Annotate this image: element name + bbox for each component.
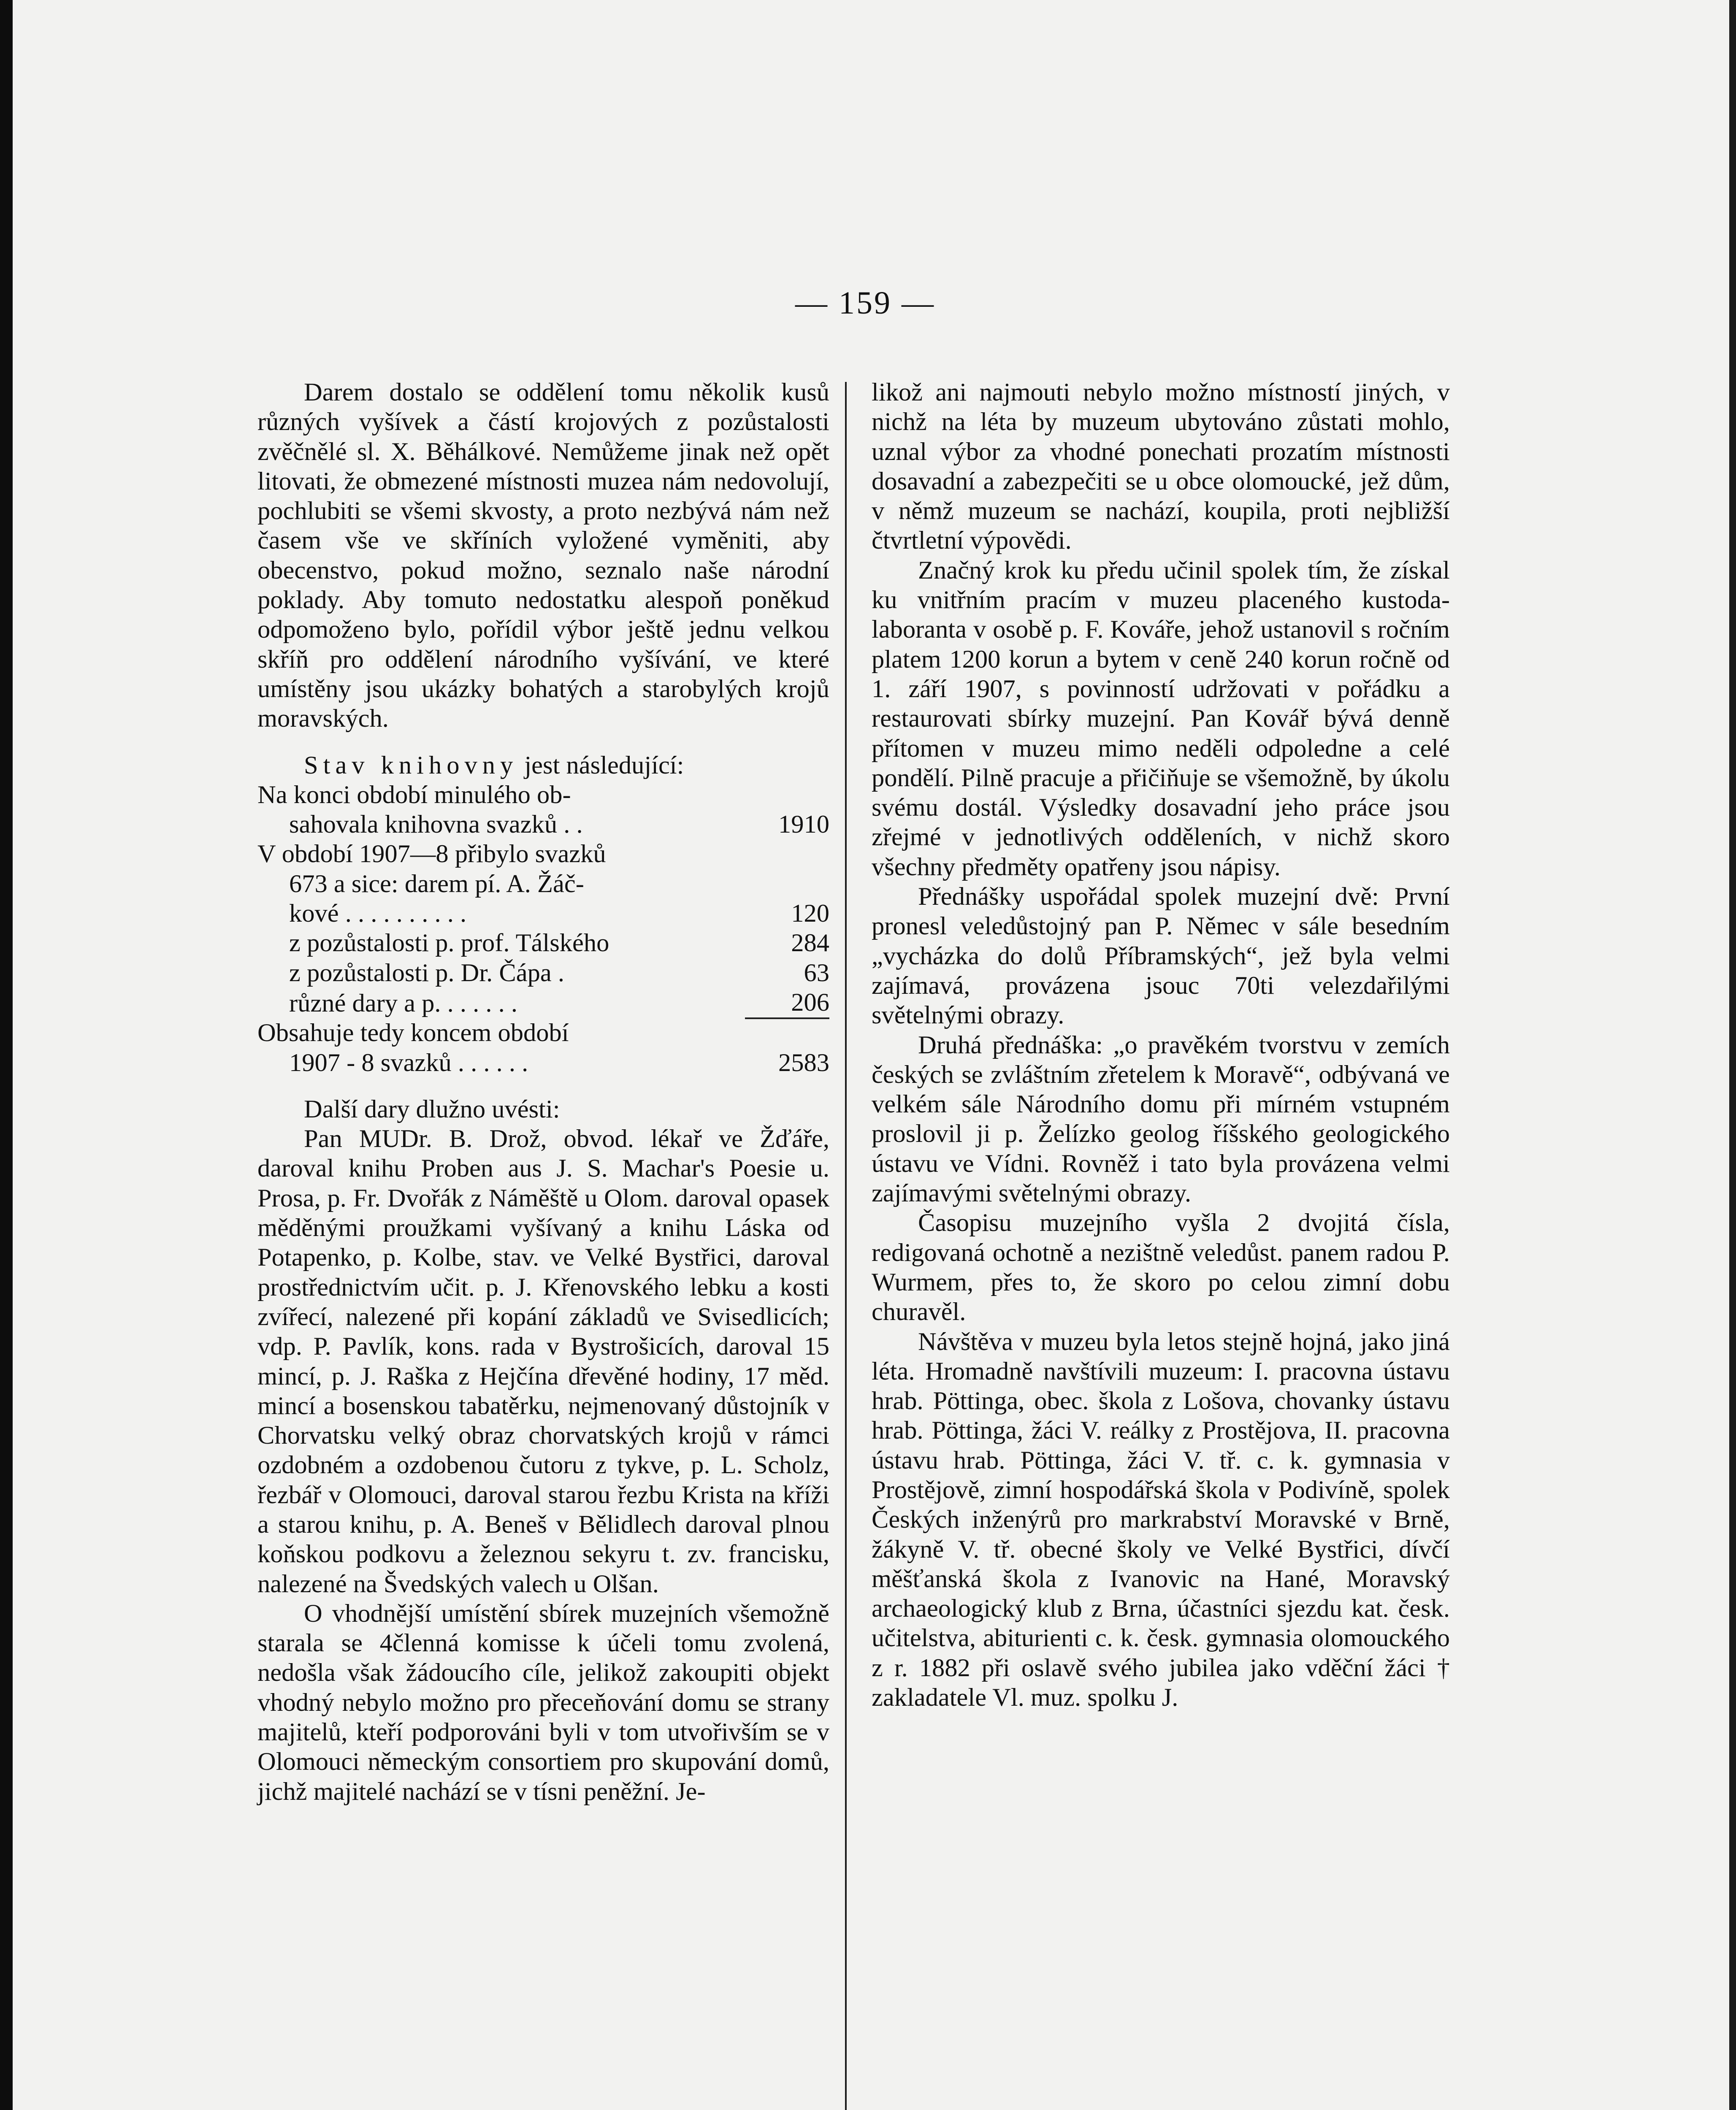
table-label: Obsahuje tedy koncem období [257,1019,569,1047]
library-table [257,780,829,1078]
paragraph-custodian: Značný krok ku předu učinil spolek tím, že získal ku vnitřním pracím v muzeu placeného kustoda-laboranta v osobě p. F. Kováře, jehož ustanovil s ročním platem 1200 korun a bytem v ceně 240 korun ročně od 1. září 1907, s povinností udržovati v pořádku a restaurovati sbírky muzejní. Pan Kovář bývá denně přítomen v muzeu mimo neděli odpoledne a celé pondělí. Pilně pracuje a přičiňuje se všemožně, by úkolu svému dostál. Výsledky dosavadní jeho práce jsou zřejmé v jednotlivých odděleních, v nichž skoro všechny předměty opatřeny jsou nápisy. [872,556,1450,881]
table-row [257,1018,829,1048]
table-label: různé dary a p. . . . . . . [289,989,517,1017]
table-row [257,780,829,810]
table-label: z pozůstalosti p. prof. Tálského [289,929,609,958]
table-value [745,869,829,899]
table-value [745,1018,829,1048]
library-heading-rest: jest následující: [518,751,684,779]
table-value: 120 [791,899,829,928]
table-row [257,869,829,899]
table-label: 673 a sice: darem pí. A. Žáč- [289,869,584,898]
table-label: V období 1907—8 přibylo svazků [257,840,606,868]
paragraph-embroidery: Darem dostalo se oddělení tomu několik kusů různých vyšívek a částí krojových z pozůstalosti zvěčnělé sl. X. Běhálkové. Nemůžeme jinak než opět litovati, že obmezené místnosti muzea nám nedovolují, pochlubiti se všemi skvosty, a proto nezbývá nám než časem vše ve skříních vyložené vyměniti, aby obecenstvo, pokud možno, seznalo naše národní poklady. Aby tomuto nedostatku alespoň poněkud odpomoženo bylo, pořídil výbor ještě jednu velkou skříň pro oddělení národního vyšívání, ve které umístěny jsou ukázky bohatých a starobylých krojů moravských. [257,378,829,733]
page-number: — 159 — [795,285,935,321]
paragraph-visits: Návštěva v muzeu byla letos stejně hojná, jako jiná léta. Hromadně navštívili muzeum: I. pracovna ústavu hrab. Pöttinga, obec. škola z Lošova, chovanky ústavu hrab. Pöttinga, žáci V. reálky z Prostějova, II. pracovna ústavu hrab. Pöttinga, žáci V. tř. c. k. gymnasia v Prostějově, zimní hospodářská škola v Podivíně, spolek Českých inženýrů pro markrabství Moravské v Brně, žákyně V. tř. obecné školy ve Velké Bystřici, dívčí měšťanská škola z Ivanovic na Hané, Moravský archaeologický klub z Brna, účastníci sjezdu kat. česk. učitelstva, abiturienti c. k. česk. gymnasia olomouckého z r. 1882 při oslavě svého jubilea jako vděční žáci † zakladatele Vl. muz. spolku J. [872,1327,1450,1712]
table-label: 1907 - 8 svazků . . . . . . [289,1048,528,1077]
table-value [745,839,829,869]
table-row [257,928,829,958]
table-row [257,839,829,869]
library-heading-spaced: Stav knihovny [304,751,518,779]
scan-border-right [1729,0,1736,2110]
table-row [257,1048,829,1078]
table-label: z pozůstalosti p. Dr. Čápa . [289,958,564,987]
scan-border-left [0,0,13,2110]
table-value: 2583 [778,1048,829,1077]
paragraph-journal: Časopisu muzejního vyšla 2 dvojitá čísla, redigovaná ochotně a nezištně veledůst. panem radou P. Wurmem, přes to, že skoro po celou zimní dobu churavěl. [872,1209,1450,1326]
table-row [257,988,829,1018]
table-value [745,780,829,810]
column-divider [845,382,847,2110]
paragraph-commission: O vhodnější umístění sbírek muzejních všemožně starala se 4členná komisse k účeli tomu zvolená, nedošla však žádoucího cíle, jelikož zakoupiti objekt vhodný nebylo možno pro přeceňování domu se strany majitelů, kteří podporováni byli v tom utvořivším se v Olomouci německým consortiem pro skupování domů, jichž majitelé nachází se v tísni peněžní. Je- [257,1599,829,1806]
gifts-heading: Další dary dlužno uvésti: [304,1095,560,1123]
table-label: kové . . . . . . . . . . [289,899,467,928]
table-label: Na konci období minulého ob- [257,780,571,809]
table-value: 1910 [778,810,829,839]
table-label: sahovala knihovna svazků . . [289,810,583,839]
table-value: 284 [791,929,829,958]
table-row [257,958,829,988]
left-column [257,378,829,1807]
paragraph-premises: likož ani najmouti nebylo možno místností jiných, v nichž na léta by muzeum ubytováno zůstati mohlo, uznal výbor za vhodné ponechati prozatím místnosti dosavadní a zabezpečiti se u obce olomoucké, jež dům, v němž muzeum se nachází, koupila, proti nejbližší čtvrtletní výpovědi. [872,378,1450,555]
library-heading [257,751,829,780]
right-column [872,378,1450,1712]
table-value: 63 [804,958,829,987]
table-row [257,810,829,839]
paragraph-gifts: Pan MUDr. B. Drož, obvod. lékař ve Žďáře, daroval knihu Proben aus J. S. Machar's Poesie u. Prosa, p. Fr. Dvořák z Náměště u Olom. daroval opasek měděnými proužkami vyšívaný a knihu Láska od Potapenko, p. Kolbe, stav. ve Velké Bystřici, daroval prostřednictvím učit. p. J. Křenovského lebku a kosti zvířecí, nalezené při kopání základů ve Svisedlicích; vdp. P. Pavlík, kons. rada v Bystrošicích, daroval 15 mincí, p. J. Raška z Hejčína dřevěné hodiny, 17 měd. mincí a bosenskou tabatěrku, nejmenovaný důstojník v Chorvatsku velký obraz chorvatských krojů v rámci ozdobném a ozdobenou čutoru z tykve, p. L. Scholz, řezbář v Olomouci, daroval starou řezbu Krista na kříži a starou knihu, p. A. Beneš v Bělidlech daroval plnou koňskou podkovu a železnou sekyru t. zv. francisku, nalezené na Švedských valech u Olšan. [257,1125,829,1598]
paragraph-lectures: Přednášky uspořádal spolek muzejní dvě: První pronesl veledůstojný pan P. Němec v sále besedním „vycházka do dolů Příbramských“, jež byla velmi zajímavá, provázena jsouc 70ti velezdařilými světelnými obrazy. [872,882,1450,1030]
table-row [257,899,829,928]
table-value: 206 [745,988,829,1018]
paragraph-second-lecture: Druhá přednáška: „o pravěkém tvorstvu v zemích českých se zvláštním zřetelem k Moravě“, odbývaná ve velkém sále Národního domu při mírném vstupném proslovil ji p. Želízko geolog říšského geologického ústavu ve Vídni. Rovněž i tato byla provázena velmi zajímavými světelnými obrazy. [872,1031,1450,1208]
